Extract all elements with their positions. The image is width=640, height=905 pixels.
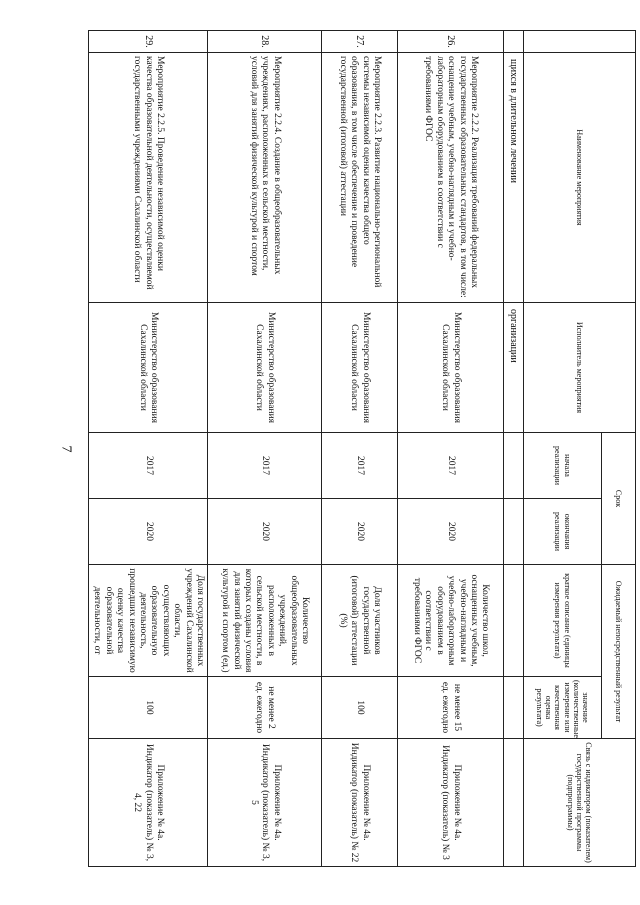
row-end: 2020 — [89, 499, 208, 565]
row-result-desc: Количество школ, оснащенных учебным, учебно-наглядным и учебно-лабораторным оборудованием в соответствии с требованиями ФГОС — [398, 565, 504, 677]
row-start: 2017 — [208, 433, 322, 499]
row-result-desc: Доля участников государственной (итоговой) аттестации (%) — [322, 565, 398, 677]
measures-table — [88, 30, 636, 867]
row-start: 2017 — [89, 433, 208, 499]
row-link: Приложение № 4а. Индикатор (показатель) № 3 — [398, 739, 504, 867]
header-result-value: значение (количественные измерение или качественная оценка результата) — [524, 677, 602, 739]
row-end: 2020 — [208, 499, 322, 565]
document-sheet — [92, 30, 636, 866]
row-result-desc: Доля государственных учреждений Сахалинской области, осуществляющих образовательную деятельность, прошедших независимую оценку качества образовательной деятельности, от — [89, 565, 208, 677]
row-name: Мероприятие 2.2.5. Проведение независимой оценки качества образовательной деятельности, осуществляемой государственными учреждениями Сахалинской области — [89, 53, 208, 303]
page-number: 7 — [58, 445, 74, 453]
row-number: 26. — [398, 31, 504, 53]
row-link: Приложение № 4а. Индикатор (показатель) № 3, 5 — [208, 739, 322, 867]
table-row — [208, 31, 322, 867]
row-end: 2020 — [322, 499, 398, 565]
header-start: начала реализации — [524, 433, 602, 499]
header-result-desc: краткое описание (единицы измерения результата) — [524, 565, 602, 677]
row-start: 2017 — [322, 433, 398, 499]
table-row — [322, 31, 398, 867]
row-name: Мероприятие 2.2.2. Реализация требований федеральных государственных образовательных стандартов, в том числе: оснащение учебным, учебно-наглядным и учебно-лабораторным оборудованием в соответствии с требованиями ФГОС — [398, 53, 504, 303]
row-number: 27. — [322, 31, 398, 53]
row-result-desc: Количество общеобразовательных учреждений, расположенных в сельской местности, в которых созданы условия для занятий физической культурой и спортом (ед.) — [208, 565, 322, 677]
header-row-1 — [602, 31, 636, 867]
header-no — [524, 31, 636, 53]
row-executor: Министерство образования Сахалинской области — [322, 303, 398, 433]
row-name: Мероприятие 2.2.3. Развитие национально-региональной системы независимой оценки качества общего образования, в том числе обеспечение и проведение государственной (итоговой) аттестации — [322, 53, 398, 303]
header-end: окончания реализации — [524, 499, 602, 565]
section-cell-empty — [504, 739, 524, 867]
row-name: Мероприятие 2.2.4. Создание в общеобразовательных учреждениях, расположенных в сельской местности, условий для занятий физической культурой и спортом — [208, 53, 322, 303]
section-cell-empty — [504, 565, 524, 677]
section-cell-empty — [504, 433, 524, 499]
row-number: 29. — [89, 31, 208, 53]
row-executor: Министерство образования Сахалинской области — [89, 303, 208, 433]
section-row — [504, 31, 524, 867]
header-link: Связь с индикатором (показателем) государственной программы (подпрограммы) — [524, 739, 636, 867]
row-executor: Министерство образования Сахалинской области — [398, 303, 504, 433]
row-link: Приложение № 4а. Индикатор (показатель) № 3, 4, 22 — [89, 739, 208, 867]
section-left-text: щихся в длительном лечении — [504, 53, 524, 303]
table-row — [89, 31, 208, 867]
row-result-value: не менее 2 ед. ежегодно — [208, 677, 322, 739]
table-row — [398, 31, 504, 867]
section-cell-empty — [504, 31, 524, 53]
header-executor: Исполнитель мероприятия — [524, 303, 636, 433]
header-name: Наименование мероприятия — [524, 53, 636, 303]
row-end: 2020 — [398, 499, 504, 565]
row-result-value: 100 — [322, 677, 398, 739]
row-number: 28. — [208, 31, 322, 53]
row-start: 2017 — [398, 433, 504, 499]
section-cell-empty — [504, 677, 524, 739]
row-link: Приложение № 4а. Индикатор (показатель) № 22 — [322, 739, 398, 867]
rotated-table-container — [92, 30, 636, 866]
row-executor: Министерство образования Сахалинской области — [208, 303, 322, 433]
row-result-value: 100 — [89, 677, 208, 739]
header-result: Ожидаемый непосредственный результат — [602, 565, 636, 739]
header-term: Срок — [602, 433, 636, 565]
section-cell-empty — [504, 499, 524, 565]
row-result-value: не менее 15 ед. ежегодно — [398, 677, 504, 739]
section-right-text: организации — [504, 303, 524, 433]
